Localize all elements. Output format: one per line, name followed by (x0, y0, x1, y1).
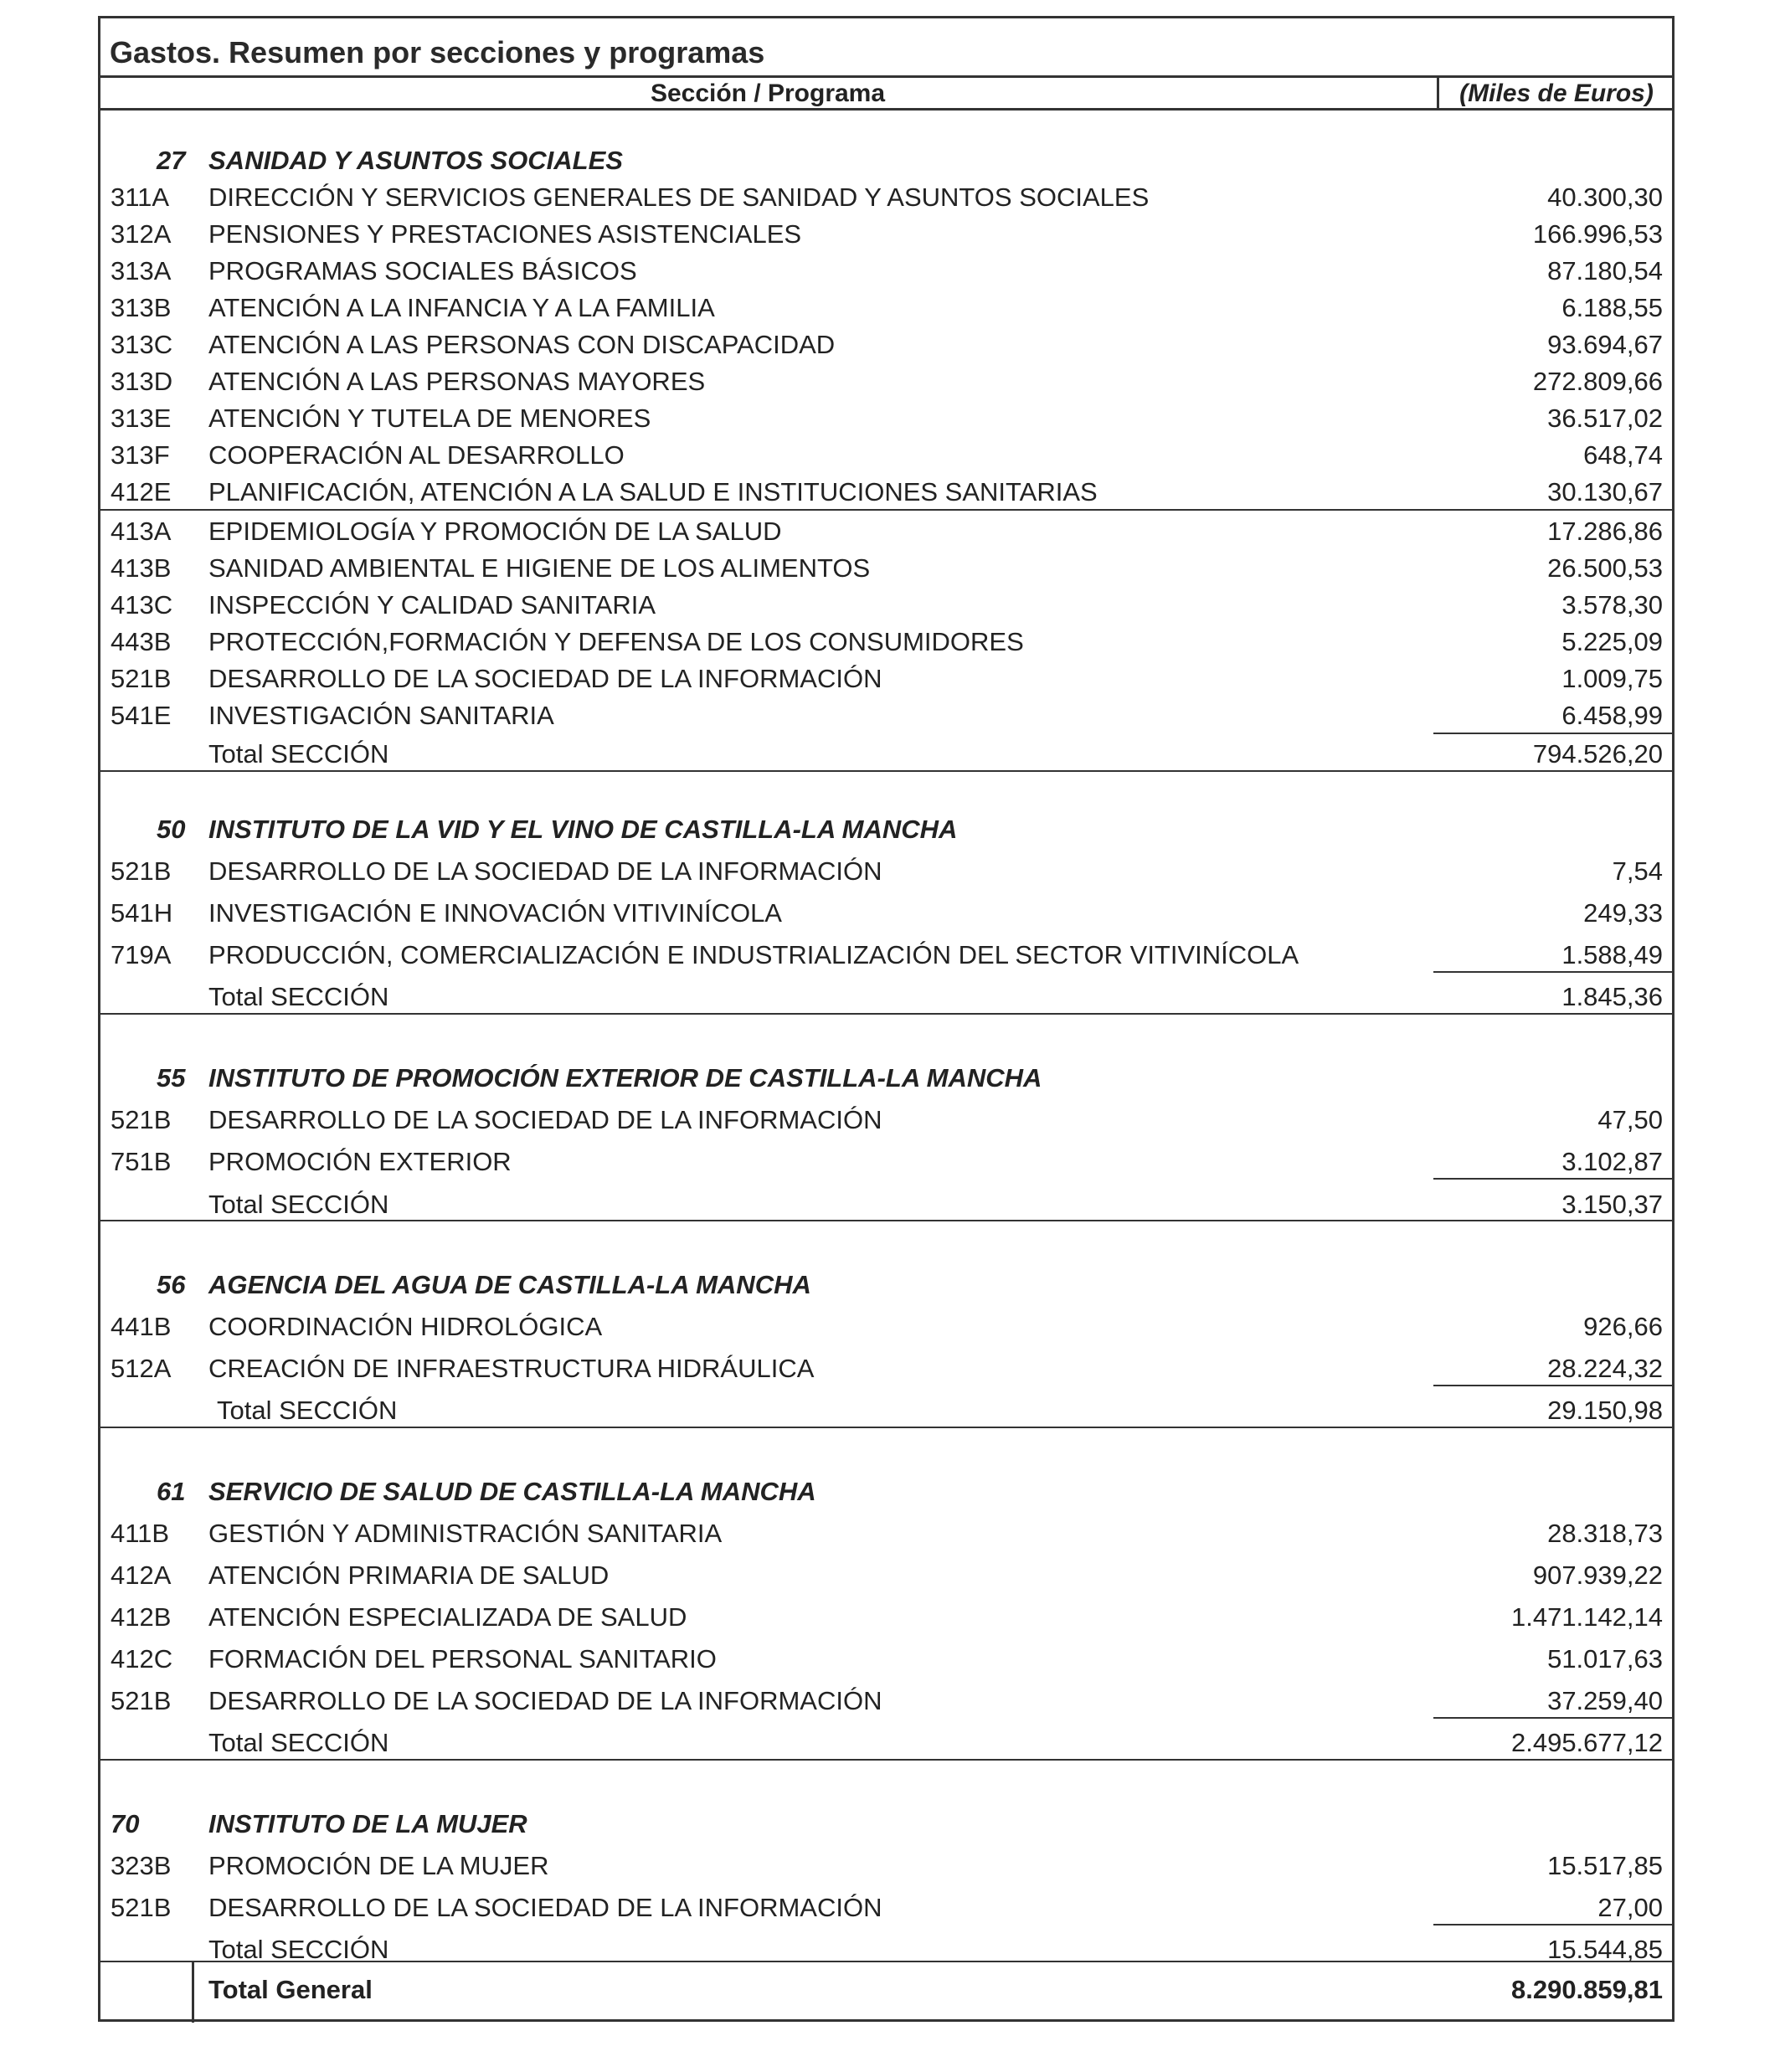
program-name: INVESTIGACIÓN E INNOVACIÓN VITIVINÍCOLA (208, 898, 782, 928)
program-name: ATENCIÓN PRIMARIA DE SALUD (208, 1560, 610, 1590)
program-name: PENSIONES Y PRESTACIONES ASISTENCIALES (208, 219, 802, 249)
table-row (98, 330, 1675, 363)
table-row (98, 1686, 1675, 1720)
program-code: 719A (111, 940, 172, 969)
subtotal-underline (1433, 1717, 1673, 1719)
program-name: ATENCIÓN A LA INFANCIA Y A LA FAMILIA (208, 293, 715, 322)
table-row (98, 590, 1675, 624)
section-total-row (98, 1190, 1675, 1223)
section-header (98, 1809, 1675, 1843)
program-amount: 51.017,63 (1547, 1644, 1663, 1674)
section-total-amount: 1.845,36 (1561, 982, 1663, 1011)
section-total-row (98, 1396, 1675, 1429)
program-code: 312A (111, 219, 172, 249)
program-name: ATENCIÓN A LAS PERSONAS MAYORES (208, 367, 706, 396)
section-name: SANIDAD Y ASUNTOS SOCIALES (208, 146, 623, 175)
program-code: 413A (111, 517, 172, 546)
program-code: 313B (111, 293, 172, 322)
table-row (98, 701, 1675, 734)
program-code: 412A (111, 1560, 172, 1590)
program-code: 313D (111, 367, 173, 396)
grand-total-label: Total General (208, 1975, 373, 2004)
program-amount: 7,54 (1612, 856, 1663, 886)
table-row (98, 553, 1675, 587)
table-row (98, 1147, 1675, 1180)
program-code: 521B (111, 856, 172, 886)
section-total-amount: 2.495.677,12 (1510, 1728, 1663, 1757)
page-title: Gastos. Resumen por secciones y programas (110, 35, 765, 69)
subtotal-underline (1433, 733, 1673, 734)
program-code: 521B (111, 664, 172, 693)
section-name: AGENCIA DEL AGUA DE CASTILLA-LA MANCHA (208, 1270, 811, 1299)
section-name: INSTITUTO DE LA MUJER (208, 1809, 527, 1838)
section-name: INSTITUTO DE PROMOCIÓN EXTERIOR DE CASTILLA-LA MANCHA (208, 1063, 1042, 1093)
program-code: 412B (111, 1602, 172, 1632)
program-code: 412E (111, 477, 172, 506)
program-amount: 27,00 (1597, 1893, 1663, 1922)
section-name: INSTITUTO DE LA VID Y EL VINO DE CASTILLA-LA MANCHA (208, 815, 958, 844)
section-total-label: Total SECCIÓN (208, 1935, 389, 1964)
program-amount: 3.578,30 (1561, 590, 1663, 620)
section-code: 55 (157, 1063, 186, 1093)
program-name: PRODUCCIÓN, COMERCIALIZACIÓN E INDUSTRIALIZACIÓN DEL SECTOR VITIVINÍCOLA (208, 940, 1299, 969)
program-code: 313C (111, 330, 173, 359)
table-row (98, 898, 1675, 932)
program-code: 313F (111, 440, 170, 470)
program-name: PROGRAMAS SOCIALES BÁSICOS (208, 256, 637, 285)
program-amount: 907.939,22 (1532, 1560, 1663, 1590)
table-row (98, 367, 1675, 400)
program-code: 541H (111, 898, 173, 928)
section-total-label: Total SECCIÓN (208, 1728, 389, 1757)
page-break-rule (98, 509, 1675, 511)
program-name: FORMACIÓN DEL PERSONAL SANITARIO (208, 1644, 717, 1674)
program-code: 441B (111, 1312, 172, 1341)
program-name: SANIDAD AMBIENTAL E HIGIENE DE LOS ALIMENTOS (208, 553, 871, 583)
section-separator (98, 1759, 1675, 1761)
table-row (98, 664, 1675, 697)
section-code: 27 (157, 146, 186, 175)
section-total-amount: 3.150,37 (1561, 1190, 1663, 1219)
section-header (98, 1063, 1675, 1097)
program-name: DESARROLLO DE LA SOCIEDAD DE LA INFORMACIÓN (208, 664, 882, 693)
program-code: 311A (111, 183, 170, 212)
program-name: INVESTIGACIÓN SANITARIA (208, 701, 554, 730)
section-name: SERVICIO DE SALUD DE CASTILLA-LA MANCHA (208, 1477, 816, 1506)
table-row (98, 1105, 1675, 1139)
program-code: 521B (111, 1893, 172, 1922)
table-row (98, 1354, 1675, 1387)
program-name: DESARROLLO DE LA SOCIEDAD DE LA INFORMACIÓN (208, 1105, 882, 1134)
program-amount: 6.188,55 (1561, 293, 1663, 322)
section-total-amount: 794.526,20 (1532, 739, 1663, 769)
table-row (98, 1602, 1675, 1636)
section-total-row (98, 739, 1675, 773)
grand-total-row (98, 1975, 1675, 2008)
program-name: ATENCIÓN A LAS PERSONAS CON DISCAPACIDAD (208, 330, 836, 359)
section-code: 50 (157, 815, 186, 844)
program-name: DIRECCIÓN Y SERVICIOS GENERALES DE SANIDAD Y ASUNTOS SOCIALES (208, 183, 1150, 212)
program-amount: 28.224,32 (1547, 1354, 1663, 1383)
section-total-label: Total SECCIÓN (208, 1190, 389, 1219)
program-name: DESARROLLO DE LA SOCIEDAD DE LA INFORMACIÓN (208, 1686, 882, 1715)
program-code: 411B (111, 1519, 170, 1548)
program-amount: 3.102,87 (1561, 1147, 1663, 1176)
program-code: 512A (111, 1354, 172, 1383)
table-row (98, 219, 1675, 253)
program-code: 521B (111, 1686, 172, 1715)
program-amount: 93.694,67 (1547, 330, 1663, 359)
section-separator (98, 770, 1675, 772)
program-code: 521B (111, 1105, 172, 1134)
program-name: INSPECCIÓN Y CALIDAD SANITARIA (208, 590, 656, 620)
program-name: COORDINACIÓN HIDROLÓGICA (208, 1312, 603, 1341)
table-row (98, 1851, 1675, 1884)
column-header-amount: (Miles de Euros) (1459, 80, 1654, 107)
program-amount: 1.471.142,14 (1510, 1602, 1663, 1632)
section-code: 70 (111, 1809, 140, 1838)
program-amount: 28.318,73 (1547, 1519, 1663, 1548)
table-row (98, 1519, 1675, 1552)
program-code: 412C (111, 1644, 173, 1674)
program-amount: 6.458,99 (1561, 701, 1663, 730)
program-amount: 26.500,53 (1547, 553, 1663, 583)
section-total-label: Total SECCIÓN (217, 1396, 398, 1425)
section-code: 56 (157, 1270, 186, 1299)
program-code: 413C (111, 590, 173, 620)
section-separator (98, 1013, 1675, 1015)
program-name: DESARROLLO DE LA SOCIEDAD DE LA INFORMACIÓN (208, 856, 882, 886)
section-total-row (98, 1728, 1675, 1761)
program-amount: 15.517,85 (1547, 1851, 1663, 1880)
program-code: 313A (111, 256, 172, 285)
program-name: PROMOCIÓN DE LA MUJER (208, 1851, 549, 1880)
subtotal-underline (1433, 1178, 1673, 1180)
program-amount: 87.180,54 (1547, 256, 1663, 285)
table-row (98, 404, 1675, 437)
table-row (98, 440, 1675, 474)
program-name: PROMOCIÓN EXTERIOR (208, 1147, 512, 1176)
program-code: 443B (111, 627, 172, 656)
program-amount: 37.259,40 (1547, 1686, 1663, 1715)
table-row (98, 517, 1675, 550)
program-name: EPIDEMIOLOGÍA Y PROMOCIÓN DE LA SALUD (208, 517, 782, 546)
program-name: DESARROLLO DE LA SOCIEDAD DE LA INFORMACIÓN (208, 1893, 882, 1922)
table-row (98, 256, 1675, 290)
section-header (98, 1270, 1675, 1303)
program-name: COOPERACIÓN AL DESARROLLO (208, 440, 625, 470)
table-row (98, 183, 1675, 216)
table-row (98, 1893, 1675, 1926)
program-amount: 1.588,49 (1561, 940, 1663, 969)
section-total-amount: 29.150,98 (1547, 1396, 1663, 1425)
subtotal-underline (1433, 1385, 1673, 1386)
program-amount: 926,66 (1583, 1312, 1663, 1341)
section-separator (98, 1427, 1675, 1428)
section-header (98, 146, 1675, 179)
program-amount: 272.809,66 (1532, 367, 1663, 396)
program-code: 413B (111, 553, 172, 583)
program-amount: 648,74 (1583, 440, 1663, 470)
section-total-label: Total SECCIÓN (208, 982, 389, 1011)
section-header (98, 815, 1675, 848)
subtotal-underline (1433, 1924, 1673, 1925)
program-name: PLANIFICACIÓN, ATENCIÓN A LA SALUD E INSTITUCIONES SANITARIAS (208, 477, 1098, 506)
program-name: GESTIÓN Y ADMINISTRACIÓN SANITARIA (208, 1519, 723, 1548)
program-amount: 166.996,53 (1532, 219, 1663, 249)
table-row (98, 940, 1675, 974)
section-code: 61 (157, 1477, 186, 1506)
program-name: ATENCIÓN ESPECIALIZADA DE SALUD (208, 1602, 687, 1632)
table-row (98, 627, 1675, 661)
section-total-row (98, 982, 1675, 1015)
column-header-program: Sección / Programa (650, 80, 886, 107)
program-amount: 36.517,02 (1547, 404, 1663, 433)
program-code: 323B (111, 1851, 172, 1880)
program-code: 541E (111, 701, 172, 730)
section-separator (98, 1961, 1675, 1962)
table-row (98, 1644, 1675, 1678)
program-amount: 47,50 (1597, 1105, 1663, 1134)
table-row (98, 1560, 1675, 1594)
program-name: ATENCIÓN Y TUTELA DE MENORES (208, 404, 651, 433)
table-row (98, 293, 1675, 326)
section-header (98, 1477, 1675, 1510)
grand-total-amount: 8.290.859,81 (1510, 1975, 1663, 2004)
table-row (98, 1312, 1675, 1345)
subtotal-underline (1433, 971, 1673, 973)
program-amount: 5.225,09 (1561, 627, 1663, 656)
program-code: 751B (111, 1147, 172, 1176)
section-separator (98, 1220, 1675, 1221)
table-row (98, 856, 1675, 890)
program-name: PROTECCIÓN,FORMACIÓN Y DEFENSA DE LOS CONSUMIDORES (208, 627, 1024, 656)
section-total-row (98, 1935, 1675, 1968)
program-amount: 1.009,75 (1561, 664, 1663, 693)
program-code: 313E (111, 404, 172, 433)
section-total-label: Total SECCIÓN (208, 739, 389, 769)
table-row (98, 477, 1675, 511)
program-amount: 249,33 (1583, 898, 1663, 928)
program-amount: 17.286,86 (1547, 517, 1663, 546)
program-amount: 40.300,30 (1547, 183, 1663, 212)
section-total-amount: 15.544,85 (1547, 1935, 1663, 1964)
program-name: CREACIÓN DE INFRAESTRUCTURA HIDRÁULICA (208, 1354, 815, 1383)
program-amount: 30.130,67 (1547, 477, 1663, 506)
